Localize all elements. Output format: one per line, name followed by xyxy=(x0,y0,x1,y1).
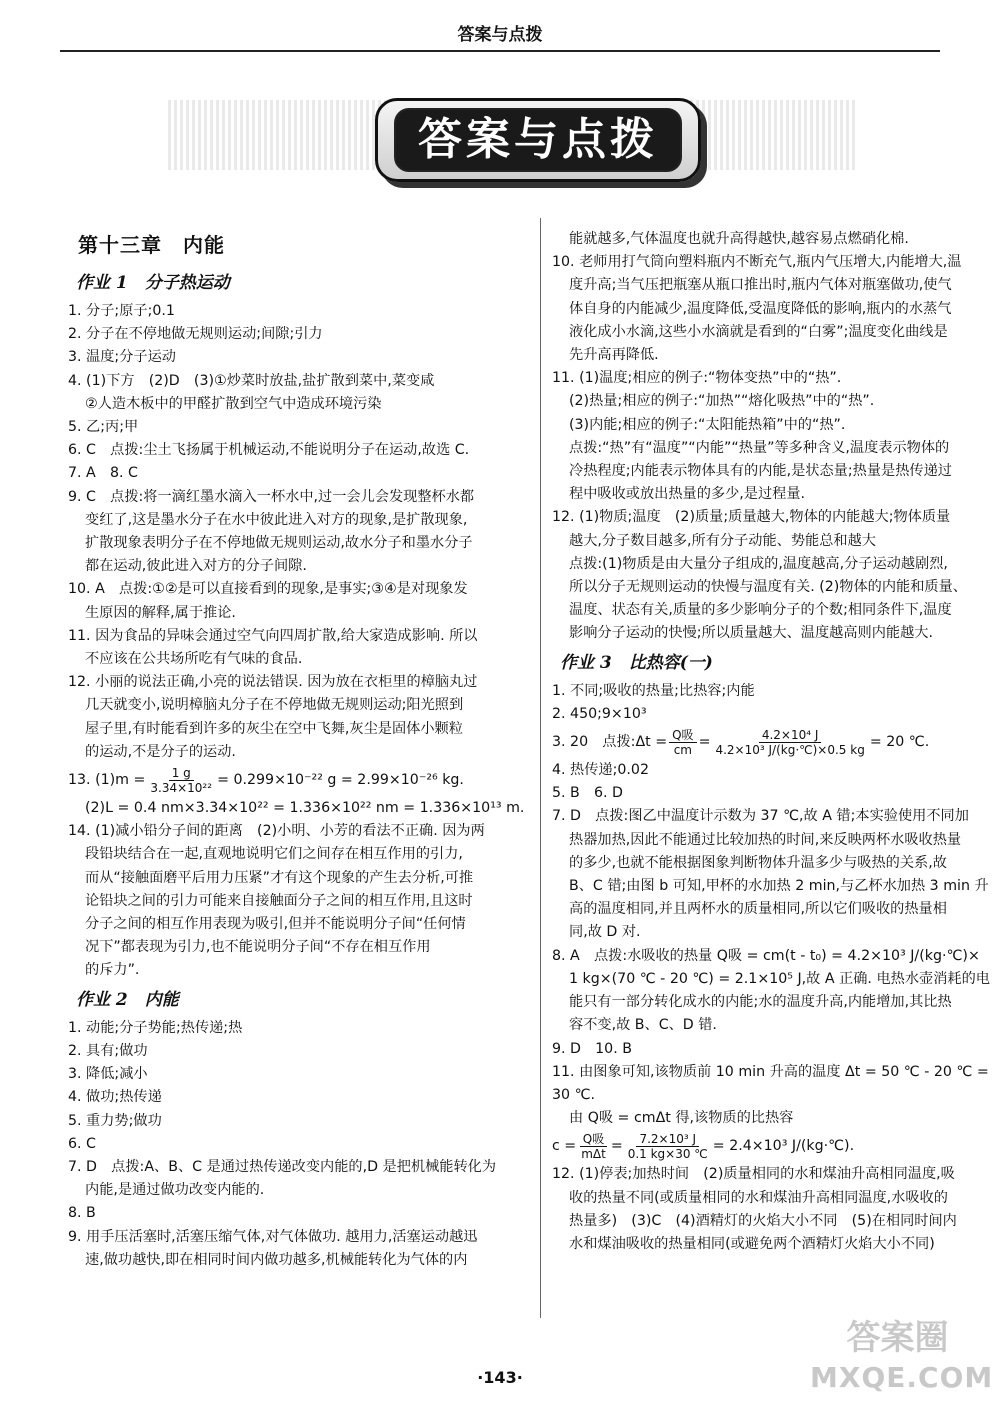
numerator: 4.2×10⁴ J xyxy=(759,728,822,743)
answer-line: 2. 分子在不停地做无规则运动;间隙;引力 xyxy=(68,326,323,343)
answer-line: 2. 具有;做功 xyxy=(68,1042,148,1059)
answer-line: 2. 450;9×10³ xyxy=(552,705,647,722)
answer-line: 冷热程度;内能表示物体具有的内能,是状态量;热量是热传递过 xyxy=(569,463,952,480)
answer-line: 内能,是通过做功改变内能的. xyxy=(85,1182,265,1199)
formula-3 xyxy=(552,728,998,757)
answer-line: 5. 重力势;做功 xyxy=(68,1112,162,1129)
answer-line: 10. 老师用打气筒向塑料瓶内不断充气,瓶内气压增大,内能增大,温 xyxy=(552,254,962,271)
formula-text: 3. 20 点拨:Δt = xyxy=(552,733,668,750)
answer-line: 速,做功越快,即在相同时间内做功越多,机械能转化为气体的内 xyxy=(85,1251,468,1268)
answer-line: 14. (1)减小铅分子间的距离 (2)小明、小芳的看法不正确. 因为两 xyxy=(68,823,485,840)
answer-line: 同,故 D 对. xyxy=(569,924,641,941)
answer-line: 点拨:(1)物质是由大量分子组成的,温度越高,分子运动越剧烈, xyxy=(569,555,948,572)
denominator: mΔt xyxy=(581,1147,606,1162)
answer-line: 先升高再降低. xyxy=(569,347,659,364)
answer-line: 12. (1)物质;温度 (2)质量;质量越大,物体的内能越大;物体质量 xyxy=(552,509,951,526)
answer-line: 的斥力”. xyxy=(85,962,140,979)
formula-text: = 0.299×10⁻²² g = 2.99×10⁻²⁶ kg. xyxy=(217,771,464,788)
answer-line: 水和煤油吸收的热量相同(或避免两个酒精灯火焰大小不同) xyxy=(569,1235,935,1252)
answer-line: 扩散现象表明分子在不停地做无规则运动,故水分子和墨水分子 xyxy=(85,535,473,552)
answer-line: 1. 动能;分子势能;热传递;热 xyxy=(68,1019,243,1036)
answer-line: 10. A 点拨:①②是可以直接看到的现象,是事实;③④是对现象发 xyxy=(68,581,468,598)
watermark-line: 答案圈 xyxy=(846,1318,949,1358)
answer-line: 6. C xyxy=(68,1135,96,1152)
answer-line: 点拨:“热”有“温度”“内能”“热量”等多种含义,温度表示物体的 xyxy=(569,439,950,456)
answer-line: 1. 不同;吸收的热量;比热容;内能 xyxy=(552,682,755,699)
answer-line: 液化成小水滴,这些小水滴就是看到的“白雾”;温度变化曲线是 xyxy=(569,323,948,340)
answer-line: 3. 降低;减小 xyxy=(68,1066,148,1083)
answer-line: 7. D 点拨:图乙中温度计示数为 37 ℃,故 A 错;本实验使用不同加 xyxy=(552,808,969,825)
answer-line: 5. 乙;丙;甲 xyxy=(68,419,139,436)
answer-line: 9. C 点拨:将一滴红墨水滴入一杯水中,过一会儿会发现整杯水都 xyxy=(68,488,475,505)
answer-line: 越大,分子数目越多,所有分子动能、势能总和越大 xyxy=(569,532,876,549)
answer-line: 生原因的解释,属于推论. xyxy=(85,604,236,621)
answer-line: 5. B 6. D xyxy=(552,785,623,802)
fraction xyxy=(669,728,696,757)
answer-line: 1. 分子;原子;0.1 xyxy=(68,303,175,319)
answer-line: 容不变,故 B、C、D 错. xyxy=(569,1017,717,1034)
answer-line: 收的热量不同(或质量相同的水和煤油升高相同温度,水吸收的 xyxy=(569,1189,948,1206)
answer-line: 变红了,这是墨水分子在水中彼此进入对方的现象,是扩散现象, xyxy=(85,511,468,528)
answer-line: 4. (1)下方 (2)D (3)①炒菜时放盐,盐扩散到菜中,菜变咸 xyxy=(68,372,435,389)
answer-line: 由 Q吸 = cmΔt 得,该物质的比热容 xyxy=(569,1110,794,1127)
answer-line: 8. B xyxy=(68,1205,96,1222)
answer-line: 论铅块之间的引力可能来自接触面分子之间的相互作用,且这时 xyxy=(85,892,473,909)
left-column xyxy=(68,228,528,1272)
section-title-1: 作业 1 分子热运动 xyxy=(76,273,230,293)
formula-text: = 2.4×10³ J/(kg·℃). xyxy=(712,1138,855,1155)
answer-line: 7. D 点拨:A、B、C 是通过热传递改变内能的,D 是把机械能转化为 xyxy=(68,1158,497,1175)
section-title-3: 作业 3 比热容(一) xyxy=(560,652,713,673)
formula-text: 13. (1)m = xyxy=(68,771,146,788)
banner-title: 答案与点拨 xyxy=(394,108,682,172)
answer-line: 6. C 点拨:尘土飞扬属于机械运动,不能说明分子在运动,故选 C. xyxy=(68,442,470,459)
formula-text: = xyxy=(610,1138,623,1155)
formula-text: c = xyxy=(552,1138,577,1155)
answer-line: 程中吸收或放出热量的多少,是过程量. xyxy=(569,486,806,503)
answer-line: 段铅块结合在一起,直观地说明它们之间存在相互作用的引力, xyxy=(85,846,463,863)
chapter-title: 第十三章 内能 xyxy=(78,233,225,257)
answer-line: 分子之间的相互作用表现为吸引,但并不能说明分子间“任何情 xyxy=(85,916,466,933)
fraction xyxy=(147,766,215,795)
fraction xyxy=(625,1132,711,1161)
answer-line: 11. 由图象可知,该物质前 10 min 升高的温度 Δt = 50 ℃ - 20 ℃ = 30 ℃. xyxy=(552,1063,989,1103)
answer-line: (2)热量;相应的例子:“加热”“熔化吸热”中的“热”. xyxy=(569,393,875,410)
answer-line: 况下”都表现为引力,也不能说明分子间“不存在相互作用 xyxy=(85,939,431,956)
denominator: cm xyxy=(673,743,692,758)
answer-line: 9. D 10. B xyxy=(552,1040,632,1057)
answer-line: 体自身的内能减少,温度降低,受温度降低的影响,瓶内的水蒸气 xyxy=(569,300,952,317)
page-number: ·143· xyxy=(477,1368,523,1387)
answer-line: 温度、状态有关,质量的多少影响分子的个数;相同条件下,温度 xyxy=(569,602,952,619)
watermark-line: MXQE.COM xyxy=(810,1361,994,1394)
answer-line: 4. 热传递;0.02 xyxy=(552,762,649,779)
denominator: 4.2×10³ J/(kg·℃)×0.5 kg xyxy=(715,743,865,758)
numerator: 1 g xyxy=(169,766,194,781)
answer-line: (3)内能;相应的例子:“太阳能热箱”中的“热”. xyxy=(569,416,846,433)
formula-text: = xyxy=(698,733,711,750)
numerator: Q吸 xyxy=(580,1132,607,1147)
denominator: 3.34×10²² xyxy=(150,781,213,796)
answer-line: 8. A 点拨:水吸收的热量 Q吸 = cm(t - t₀) = 4.2×10³ J/(kg·℃)× xyxy=(552,947,980,964)
answer-line: (2)L = 0.4 nm×3.34×10²² = 1.336×10²² nm = 1.336×10¹³ m. xyxy=(85,800,525,817)
running-header: 答案与点拨 xyxy=(60,20,940,52)
title-banner xyxy=(375,98,701,182)
answer-line: 12. 小丽的说法正确,小亮的说法错误. 因为放在衣柜里的樟脑丸过 xyxy=(68,674,478,691)
answer-line: 能就越多,气体温度也就升高得越快,越容易点燃硝化棉. xyxy=(569,231,909,247)
answer-line: 所以分子无规则运动的快慢与温度有关. (2)物体的内能和质量、 xyxy=(569,579,967,596)
answer-line: 不应该在公共场所吃有气味的食品. xyxy=(85,651,303,668)
answer-line: 屋子里,有时能看到许多的灰尘在空中飞舞,灰尘是固体小颗粒 xyxy=(85,720,463,737)
column-divider xyxy=(540,218,541,1318)
answer-line: 7. A 8. C xyxy=(68,465,138,482)
answer-line: 能只有一部分转化成水的内能;水的温度升高,内能增加,其比热 xyxy=(569,994,952,1011)
numerator: Q吸 xyxy=(669,728,696,743)
answer-line: 3. 温度;分子运动 xyxy=(68,349,176,366)
answer-line: 热量多) (3)C (4)酒精灯的火焰大小不同 (5)在相同时间内 xyxy=(569,1212,957,1229)
denominator: 0.1 kg×30 ℃ xyxy=(627,1147,708,1162)
section-title-2: 作业 2 内能 xyxy=(76,989,179,1010)
answer-line: 而从“接触面磨平后用力压紧”才有这个现象的产生去分析,可推 xyxy=(85,869,474,886)
answer-line: 4. 做功;热传递 xyxy=(68,1089,162,1106)
watermark-logo xyxy=(810,1318,994,1398)
formula-11 xyxy=(552,1132,998,1161)
answer-line: 几天就变小,说明樟脑丸分子在不停地做无规则运动;阳光照到 xyxy=(85,697,464,714)
answer-line: B、C 错;由图 b 可知,甲杯的水加热 2 min,与乙杯水加热 3 min 升 xyxy=(569,878,989,895)
right-column xyxy=(552,228,998,1256)
answer-line: ②人造木板中的甲醛扩散到空气中造成环境污染 xyxy=(85,395,382,412)
answer-line: 1 kg×(70 ℃ - 20 ℃) = 2.1×10⁵ J,故 A 正确. 电热水壶消耗的电 xyxy=(569,970,990,987)
answer-line: 12. (1)停表;加热时间 (2)质量相同的水和煤油升高相同温度,吸 xyxy=(552,1166,955,1183)
answer-line: 都在运动,彼此进入对方的分子间隙. xyxy=(85,558,307,575)
answer-line: 高的温度相同,并且两杯水的质量相同,所以它们吸收的热量相 xyxy=(569,901,947,918)
answer-line: 的多少,也就不能根据图象判断物体升温多少与吸热的关系,故 xyxy=(569,854,947,871)
answer-line: 11. 因为食品的异味会通过空气向四周扩散,给大家造成影响. 所以 xyxy=(68,627,478,644)
answer-line: 9. 用手压活塞时,活塞压缩气体,对气体做功. 越用力,活塞运动越迅 xyxy=(68,1228,478,1245)
answer-line: 11. (1)温度;相应的例子:“物体变热”中的“热”. xyxy=(552,370,842,387)
answer-line: 影响分子运动的快慢;所以质量越大、温度越高则内能越大. xyxy=(569,625,933,642)
answer-line: 的运动,不是分子的运动. xyxy=(85,743,236,760)
numerator: 7.2×10³ J xyxy=(636,1132,699,1147)
formula-text: = 20 ℃. xyxy=(869,733,930,750)
answer-line: 热器加热,因此不能通过比较加热的时间,来反映两杯水吸收热量 xyxy=(569,831,962,848)
formula-13 xyxy=(68,766,528,795)
fraction xyxy=(712,728,867,757)
fraction xyxy=(578,1132,609,1161)
answer-line: 度升高;当气压把瓶塞从瓶口推出时,瓶内气体对瓶塞做功,使气 xyxy=(569,277,952,294)
